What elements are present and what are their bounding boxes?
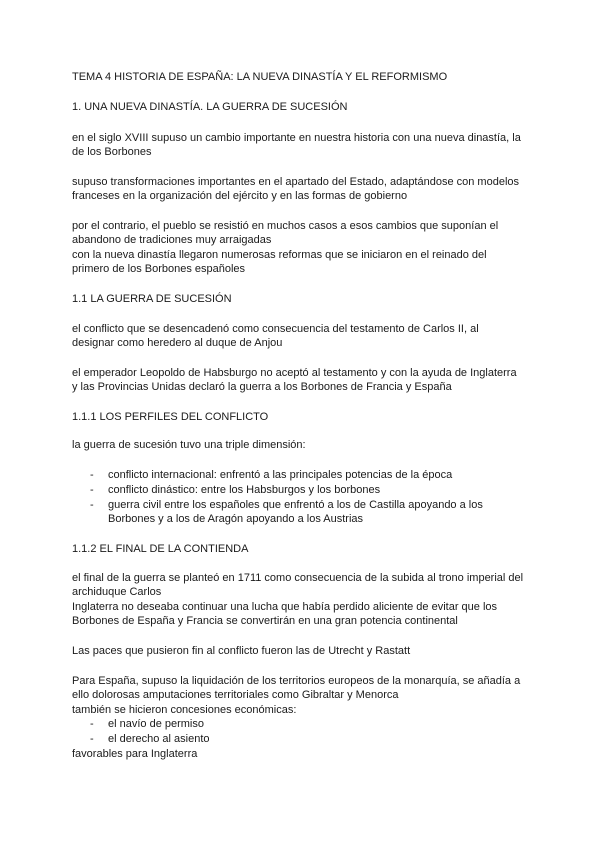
paragraph-line: designar como heredero al duque de Anjou bbox=[72, 337, 283, 349]
paragraph-line: franceses en la organización del ejército y en las formas de gobierno bbox=[72, 190, 408, 202]
paragraph-line: archiduque Carlos bbox=[72, 586, 162, 598]
paragraph-line: y las Provincias Unidas declaró la guerra a los Borbones de Francia y España bbox=[72, 381, 452, 393]
list-item: conflicto internacional: enfrentó a las principales potencias de la época bbox=[108, 469, 453, 481]
paragraph-line: el conflicto que se desencadenó como consecuencia del testamento de Carlos II, al bbox=[72, 323, 479, 335]
list-item: el navío de permiso bbox=[108, 718, 204, 730]
paragraph-line: por el contrario, el pueblo se resistió en muchos casos a esos cambios que suponían el bbox=[72, 220, 499, 232]
list-bullet: - bbox=[90, 499, 94, 511]
list-bullet: - bbox=[90, 718, 94, 730]
paragraph-line: el emperador Leopoldo de Habsburgo no aceptó al testamento y con la ayuda de Inglaterra bbox=[72, 367, 517, 379]
list-item-continuation: Borbones y a los de Aragón apoyando a los Austrias bbox=[108, 513, 364, 525]
paragraph-line: Para España, supuso la liquidación de los territorios europeos de la monarquía, se añadía a bbox=[72, 675, 521, 687]
list-item: guerra civil entre los españoles que enfrentó a los de Castilla apoyando a los bbox=[108, 499, 483, 511]
paragraph-line: Inglaterra no deseaba continuar una lucha que había perdido aliciente de evitar que los bbox=[72, 601, 498, 613]
paragraph-line: la guerra de sucesión tuvo una triple dimensión: bbox=[72, 439, 306, 451]
section-heading: 1.1 LA GUERRA DE SUCESIÓN bbox=[72, 293, 232, 305]
paragraph-line: ello dolorosas amputaciones territoriales como Gibraltar y Menorca bbox=[72, 689, 399, 701]
paragraph-line: primero de los Borbones españoles bbox=[72, 263, 246, 275]
document-title: TEMA 4 HISTORIA DE ESPAÑA: LA NUEVA DINASTÍA Y EL REFORMISMO bbox=[72, 71, 448, 83]
list-bullet: - bbox=[90, 469, 94, 481]
paragraph-line: en el siglo XVIII supuso un cambio importante en nuestra historia con una nueva dinastía, la bbox=[72, 132, 521, 144]
paragraph-line: Borbones de España y Francia se convertirán en una gran potencia continental bbox=[72, 615, 458, 627]
paragraph-line: Las paces que pusieron fin al conflicto fueron las de Utrecht y Rastatt bbox=[72, 645, 411, 657]
list-item: el derecho al asiento bbox=[108, 733, 210, 745]
paragraph-line: favorables para Inglaterra bbox=[72, 748, 198, 760]
list-bullet: - bbox=[90, 733, 94, 745]
section-heading: 1.1.1 LOS PERFILES DEL CONFLICTO bbox=[72, 411, 269, 423]
paragraph-line: también se hicieron concesiones económicas: bbox=[72, 704, 297, 716]
paragraph-line: de los Borbones bbox=[72, 146, 152, 158]
paragraph-line: el final de la guerra se planteó en 1711 como consecuencia de la subida al trono imperial del bbox=[72, 572, 524, 584]
section-heading: 1. UNA NUEVA DINASTÍA. LA GUERRA DE SUCESIÓN bbox=[72, 101, 348, 113]
list-bullet: - bbox=[90, 484, 94, 496]
paragraph-line: con la nueva dinastía llegaron numerosas reformas que se iniciaron en el reinado del bbox=[72, 249, 487, 261]
paragraph-line: abandono de tradiciones muy arraigadas bbox=[72, 234, 272, 246]
list-item: conflicto dinástico: entre los Habsburgos y los borbones bbox=[108, 484, 381, 496]
section-heading: 1.1.2 EL FINAL DE LA CONTIENDA bbox=[72, 543, 249, 555]
paragraph-line: supuso transformaciones importantes en el apartado del Estado, adaptándose con modelos bbox=[72, 176, 520, 188]
